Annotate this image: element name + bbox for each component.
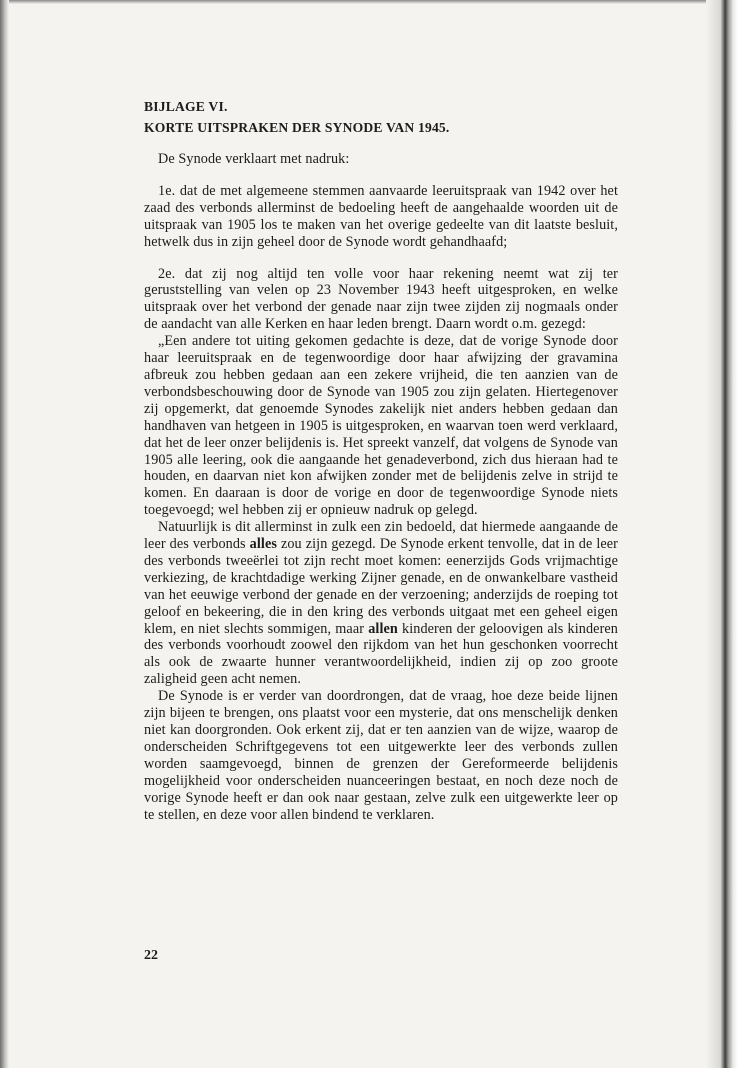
quote-2-part-2: zou zijn gezegd. De Synode erkent tenvolle, dat in de leer des verbonds tweeërlei tot zijn recht moet komen: eenerzijds Gods vrijmachtige verkiezing, de krachtdadige werking Zijner genade, en de onwankelbare vastheid van het eeuwige verbond der genade en der verzoening; anderzijds de roeping tot geloof en bekeering, die in den kring des verbonds uitgaat met een geheel eigen klem, en niet slechts sommigen, maar xyxy=(144,536,619,637)
page-top-shadow xyxy=(0,0,738,4)
quote-paragraph-2 xyxy=(144,519,618,688)
page-number: 22 xyxy=(144,948,158,963)
page-left-binding-shadow xyxy=(0,0,9,1068)
point-1: 1e. dat de met algemeene stemmen aanvaarde leeruitspraak van 1942 over het zaad des verbonds allerminst de bedoeling heeft de aangehaalde woorden uit de uitspraak van 1905 los te maken van het overige gedeelte van dit laatste besluit, hetwelk dus in zijn geheel door de Synode wordt gehandhaafd; xyxy=(144,182,618,250)
main-text xyxy=(144,96,618,823)
quote-paragraph-1: „Een andere tot uiting gekomen gedachte is deze, dat de vorige Synode door haar leeruitspraak en de tegenwoordige door haar afwijzing der gravamina afbreuk zou hebben gedaan aan een zekere vrijheid, die ten aanzien van de verbondsbeschouwing door de Synode van 1905 zou zijn gelaten. Hiertegenover zij opgemerkt, dat genoemde Synodes zakelijk niet anders hebben gedaan dan handhaven van hetgeen in 1905 is uitgesproken, en waarvan toen werd verklaard, dat het de leer onzer belijdenis is. Het spreekt vanzelf, dat volgens de Synode van 1905 alle leering, ook die aangaande het genadeverbond, zich dus hieraan had te houden, en daarvan niet kon afwijken zonder met de belijdenis zelve in strijd te komen. En daaraan is door de vorige en door de tegenwoordige Synode niets toegevoegd; wel hebben zij er opnieuw nadruk op gelegd. xyxy=(144,333,618,519)
appendix-subtitle: KORTE UITSPRAKEN DER SYNODE VAN 1945. xyxy=(144,120,450,135)
emphasis-allen: allen xyxy=(368,620,398,637)
point-2: 2e. dat zij nog altijd ten volle voor haar rekening neemt wat zij ter geruststelling van velen op 23 November 1943 heeft uitgesproken, en welke uitspraak over het verbond der genade naar zijn twee zijden zij nogmaals onder de aandacht van alle Kerken en haar leden brengt. Daarn wordt o.m. gezegd: xyxy=(144,265,618,333)
page-right-edge xyxy=(706,0,738,1068)
emphasis-alles: alles xyxy=(249,536,277,553)
intro-line: De Synode verklaart met nadruk: xyxy=(158,151,350,167)
quote-paragraph-3: De Synode is er verder van doordrongen, dat de vraag, hoe deze beide lijnen zijn bijeen te brengen, ons plaatst voor een mysterie, dat ons menschelijk denken niet kan doorgronden. Ook erkent zij, dat er ten aanzien van de wijze, waarop de onderscheiden Schriftgegevens tot een uitgewerkte leer des verbonds zullen worden saamgevoegd, binnen de grenzen der Gereformeerde belijdenis mogelijkheid voor onderscheiden nuanceeringen bestaat, en noch deze noch de vorige Synode heeft er dan ook naar gestaan, zelve zulk een uitgewerkte leer op te stellen, en deze voor allen bindend te verklaren. xyxy=(144,688,618,823)
appendix-heading xyxy=(144,96,618,138)
quote-2-part-1: Natuurlijk is dit allerminst in zulk een zin bedoeld, dat hiermede aangaande de leer des verbonds xyxy=(144,519,618,553)
quote-2-part-3: kinderen der geloovigen als kinderen des verbonds voorhoudt zoowel den rijkdom van het hun geschonken voorrecht als ook de zwaarte hunner verantwoordelijkheid, indien zij op zoo groote zaligheid geen acht nemen. xyxy=(144,620,618,688)
appendix-title: BIJLAGE VI. xyxy=(144,99,228,114)
